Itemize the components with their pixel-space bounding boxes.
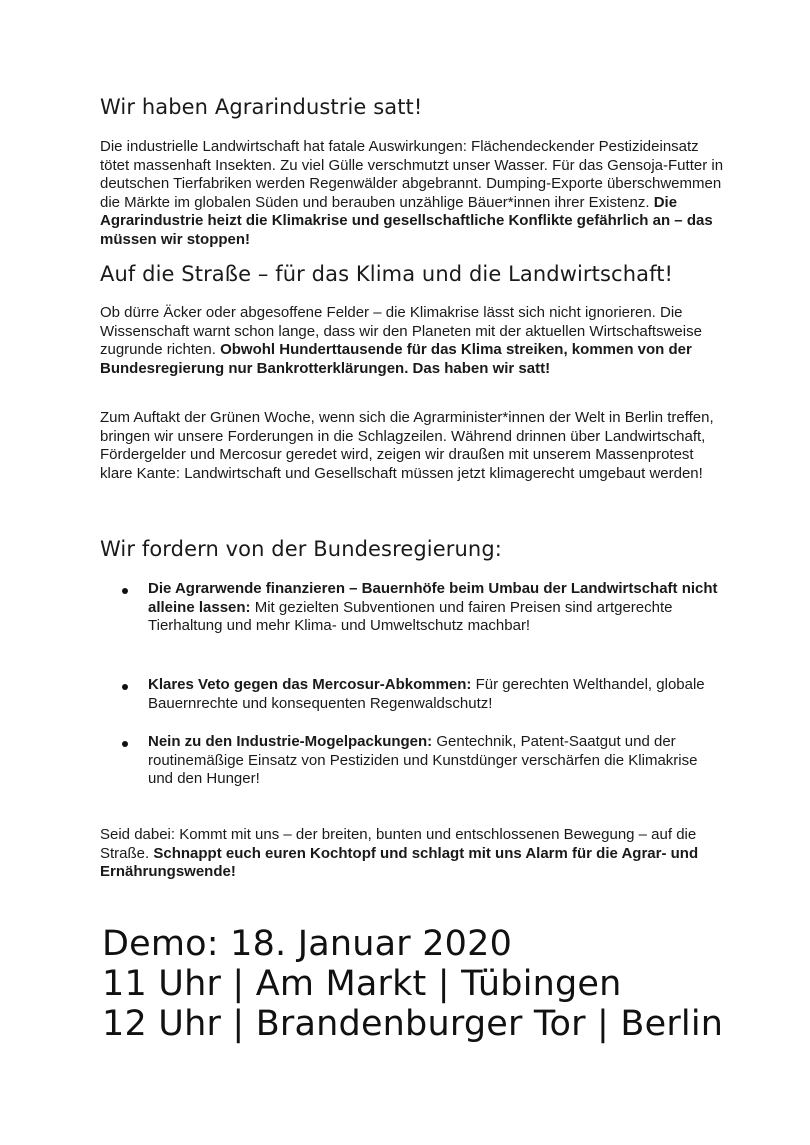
paragraph-gruene-woche: Zum Auftakt der Grünen Woche, wenn sich die Agrarminister*innen der Welt in Berlin treffen, bringen wir unsere Forderungen in die Schlagzeilen. Während drinnen über Landwirtschaft, Fördergelder und Mercosur geredet wird, zeigen wir draußen mit unserem Massenprotest klare Kante: Landwirtschaft und Gesellschaft müssen jetzt klimagerecht umgebaut werden!	[100, 409, 714, 482]
event-tuebingen: 11 Uhr | Am Markt | Tübingen	[102, 964, 622, 1004]
list-item-bold: Klares Veto gegen das Mercosur-Abkommen:	[148, 676, 472, 693]
event-berlin: 12 Uhr | Brandenburger Tor | Berlin	[102, 1004, 724, 1044]
list-item	[148, 580, 723, 636]
list-item-text: Gentechnik, Patent-Saatgut und der routinemäßige Einsatz von Pestiziden und Kunstdünger verschärfen die Klimakrise und den Hunger!	[148, 733, 698, 787]
heading-strasse: Auf die Straße – für das Klima und die Landwirtschaft!	[100, 262, 674, 286]
paragraph-text: Seid dabei: Kommt mit uns – der breiten, bunten und entschlossenen Bewegung – auf die Straße.	[100, 826, 697, 862]
paragraph-bold: Obwohl Hunderttausende für das Klima streiken, kommen von der Bundesregierung nur Bankrotterklärungen. Das haben wir satt!	[100, 341, 692, 377]
paragraph-bold: Die Agrarindustrie heizt die Klimakrise und gesellschaftliche Konflikte gefährlich an – das müssen wir stoppen!	[100, 193, 713, 248]
paragraph-agrarindustrie	[100, 138, 730, 249]
bullet-icon	[122, 741, 128, 747]
list-item-text: Mit gezielten Subventionen und fairen Preisen sind artgerechte Tierhaltung und mehr Klima- und Umweltschutz machbar!	[148, 598, 673, 634]
list-item	[148, 733, 723, 789]
list-item-text: Für gerechten Welthandel, globale Bauernrechte und konsequenten Regenwaldschutz!	[148, 676, 705, 712]
heading-forderungen: Wir fordern von der Bundesregierung:	[100, 537, 502, 561]
bullet-icon	[122, 588, 128, 594]
heading-agrarindustrie: Wir haben Agrarindustrie satt!	[100, 95, 423, 119]
list-item	[148, 676, 723, 713]
paragraph-text: Ob dürre Äcker oder abgesoffene Felder – die Klimakrise lässt sich nicht ignorieren. Die Wissenschaft warnt schon lange, dass wir den Planeten mit der aktuellen Wirtschaftsweise zugrunde richten.	[100, 304, 702, 358]
paragraph-text: Die industrielle Landwirtschaft hat fatale Auswirkungen: Flächendeckender Pestizideinsatz tötet massenhaft Insekten. Zu viel Gülle verschmutzt unser Wasser. Für das Gensoja-Futter in deutschen Tierfabriken werden Regenwälder abgebrannt. Dumping-Exporte überschwemmen die Märkte im globalen Süden und berauben unzählige Bäuer*innen ihrer Existenz.	[100, 138, 724, 211]
paragraph-closing	[100, 826, 730, 882]
paragraph-bold: Schnappt euch euren Kochtopf und schlagt mit uns Alarm für die Agrar- und Ernährungswende!	[100, 844, 699, 880]
list-item-bold: Nein zu den Industrie-Mogelpackungen:	[148, 733, 433, 750]
paragraph-klimakrise	[100, 304, 730, 378]
list-item-bold: Die Agrarwende finanzieren – Bauernhöfe beim Umbau der Landwirtschaft nicht alleine lassen:	[148, 580, 718, 616]
event-date: Demo: 18. Januar 2020	[102, 924, 513, 964]
bullet-icon	[122, 684, 128, 690]
